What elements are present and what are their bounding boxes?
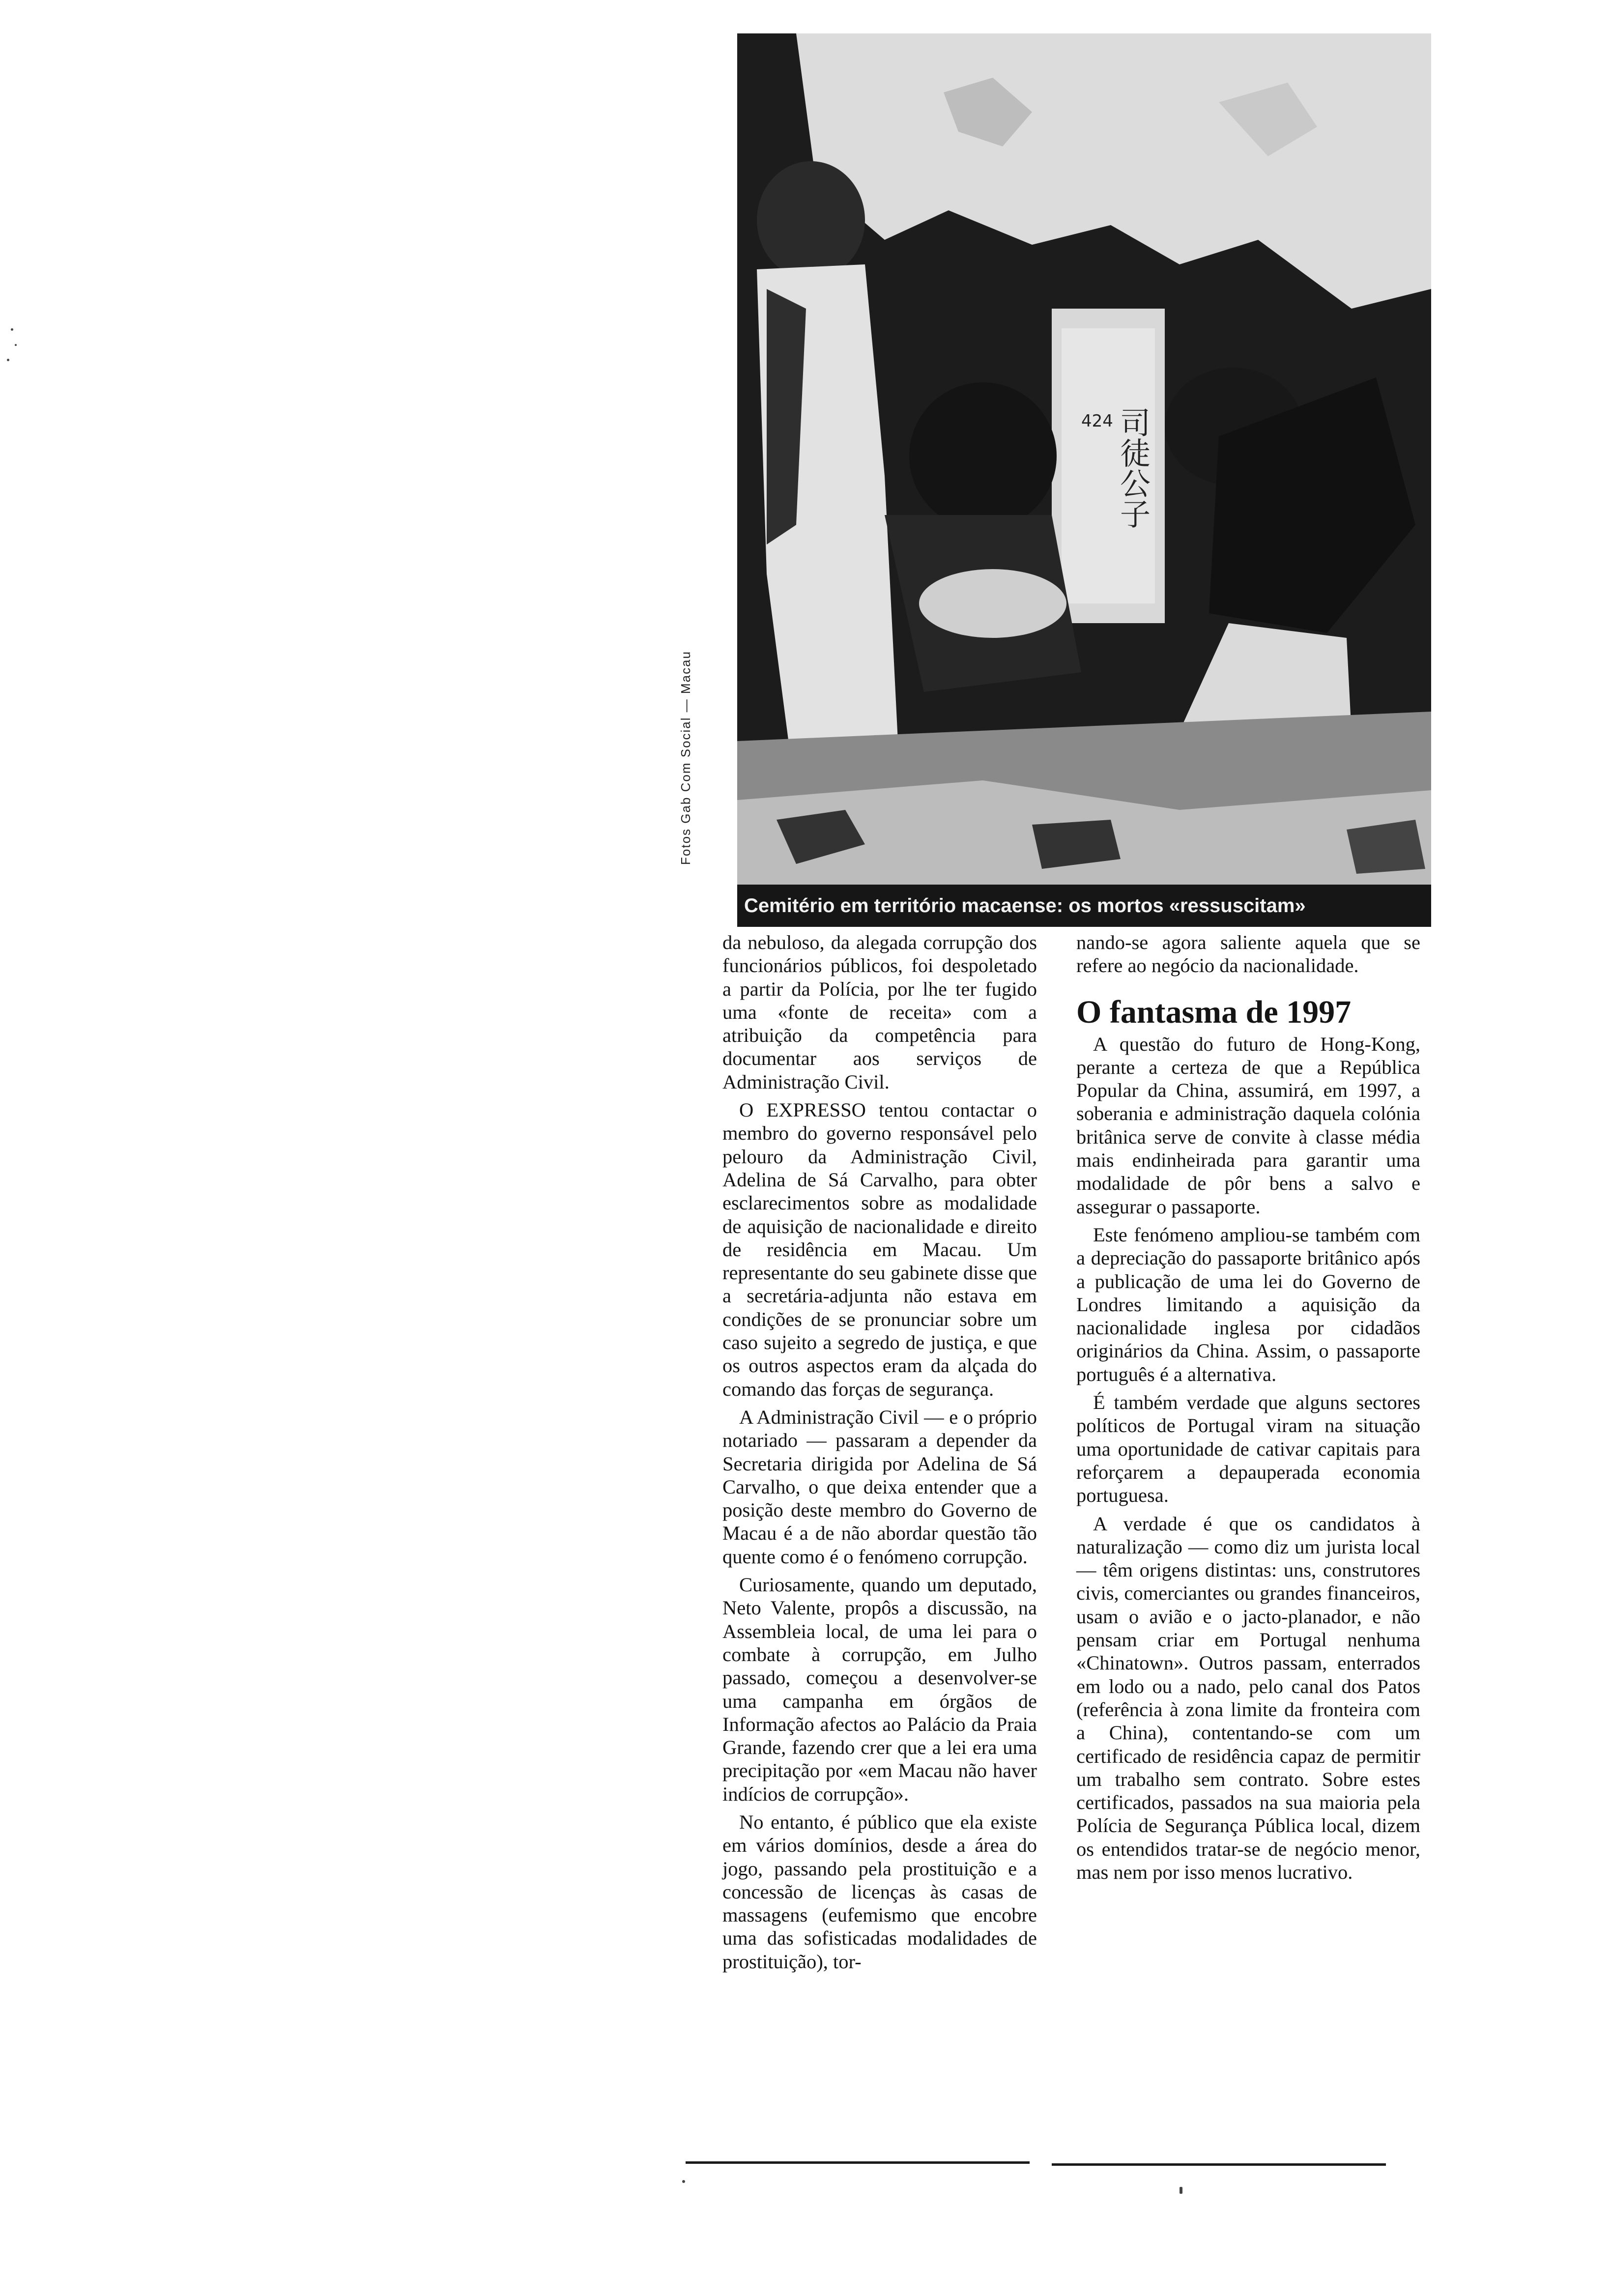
paragraph: Curiosamente, quando um deputado, Neto Valente, propôs a discussão, na Assembleia local, de uma lei para o combate à corrupção, em Julho passado, começou a desenvolver-se uma campanha em órgãos de Informação afectos ao Palácio da Praia Grande, fazendo crer que a lei era uma precipitação por «em Macau não haver indícios de corrupção». (722, 1574, 1037, 1805)
scan-speck (1180, 2187, 1182, 2194)
left-column (722, 931, 1037, 1978)
scan-speck (7, 359, 9, 361)
paragraph: A Administração Civil — e o próprio notariado — passaram a depender da Secretaria dirigida por Adelina de Sá Carvalho, o que deixa entender que a posição deste membro do Governo de Macau é a de não abordar questão tão quente como é o fenómeno corrupção. (722, 1406, 1037, 1568)
right-column (1076, 931, 1420, 1889)
paragraph: Este fenómeno ampliou-se também com a depreciação do passaporte britânico após a publicação de uma lei do Governo de Londres limitando a aquisição da nacionalidade inglesa por cidadãos originários da China. Assim, o passaporte português é a alternativa. (1076, 1223, 1420, 1385)
paragraph: O EXPRESSO tentou contactar o membro do governo responsável pelo pelouro da Administração Civil, Adelina de Sá Carvalho, para obter esclarecimentos sobre as modalidade de aquisição de nacionalidade e direito de residência em Macau. Um representante do seu gabinete disse que a secretária-adjunta não estava em condições de se pronunciar sobre um caso sujeito a segredo de justiça, e que os outros aspectos eram da alçada do comando das forças de segurança. (722, 1099, 1037, 1400)
paragraph: A questão do futuro de Hong-Kong, perante a certeza de que a República Popular da China, assumirá, em 1997, a soberania e administração daquela colónia britânica serve de convite à classe média mais endinheirada para garantir uma modalidade de pôr bens a salvo e assegurar o passaporte. (1076, 1033, 1420, 1218)
paragraph: No entanto, é público que ela existe em vários domínios, desde a área do jogo, passando pela prostituição e a concessão de licenças às casas de massagens (eufemismo que encobre uma das sofisticadas modalidades de prostituição), tor- (722, 1810, 1037, 1973)
scan-speck (15, 344, 17, 346)
cemetery-photo (737, 33, 1431, 908)
paragraph: A verdade é que os candidatos à naturalização — como diz um jurista local — têm origens distintas: uns, construtores civis, comerciantes ou grandes financeiros, usam o avião e o jacto-planador, e não pensam criar em Portugal nenhuma «Chinatown». Outros passam, enterrados em lodo ou a nado, pelo canal dos Patos (referência à zona limite da fronteira com a China), contentando-se com um certificado de residência capaz de permitir um trabalho sem contrato. Sobre estes certificados, passados na sua maioria pela Polícia de Segurança Pública local, dizem os entendidos tratar-se de negócio menor, mas nem por isso menos lucrativo. (1076, 1512, 1420, 1883)
sign-characters: 司徒公子 (1115, 407, 1151, 529)
photo-credit: Fotos Gab Com Social — Macau (678, 650, 693, 865)
paragraph: nando-se agora saliente aquela que se refere ao negócio da nacionalidade. (1076, 931, 1420, 977)
column-rule-right (1052, 2163, 1386, 2166)
paragraph: É também verdade que alguns sectores políticos de Portugal viram na situação uma oportunidade de cativar capitais para reforçarem a depauperada economia portuguesa. (1076, 1391, 1420, 1507)
scan-speck (11, 328, 13, 331)
paragraph: da nebuloso, da alegada corrupção dos funcionários públicos, foi despoletado a partir da Polícia, por lhe ter fugido uma «fonte de receita» com a atribuição da competência para documentar aos serviços de Administração Civil. (722, 931, 1037, 1093)
cemetery-photo-image (737, 33, 1431, 889)
photo-caption: Cemitério em território macaense: os mortos «ressuscitam» (737, 885, 1431, 927)
column-rule-left (686, 2161, 1030, 2164)
section-subheading: O fantasma de 1997 (1076, 994, 1352, 1030)
scan-speck (682, 2180, 685, 2183)
sign-number: 424 (1081, 411, 1113, 431)
